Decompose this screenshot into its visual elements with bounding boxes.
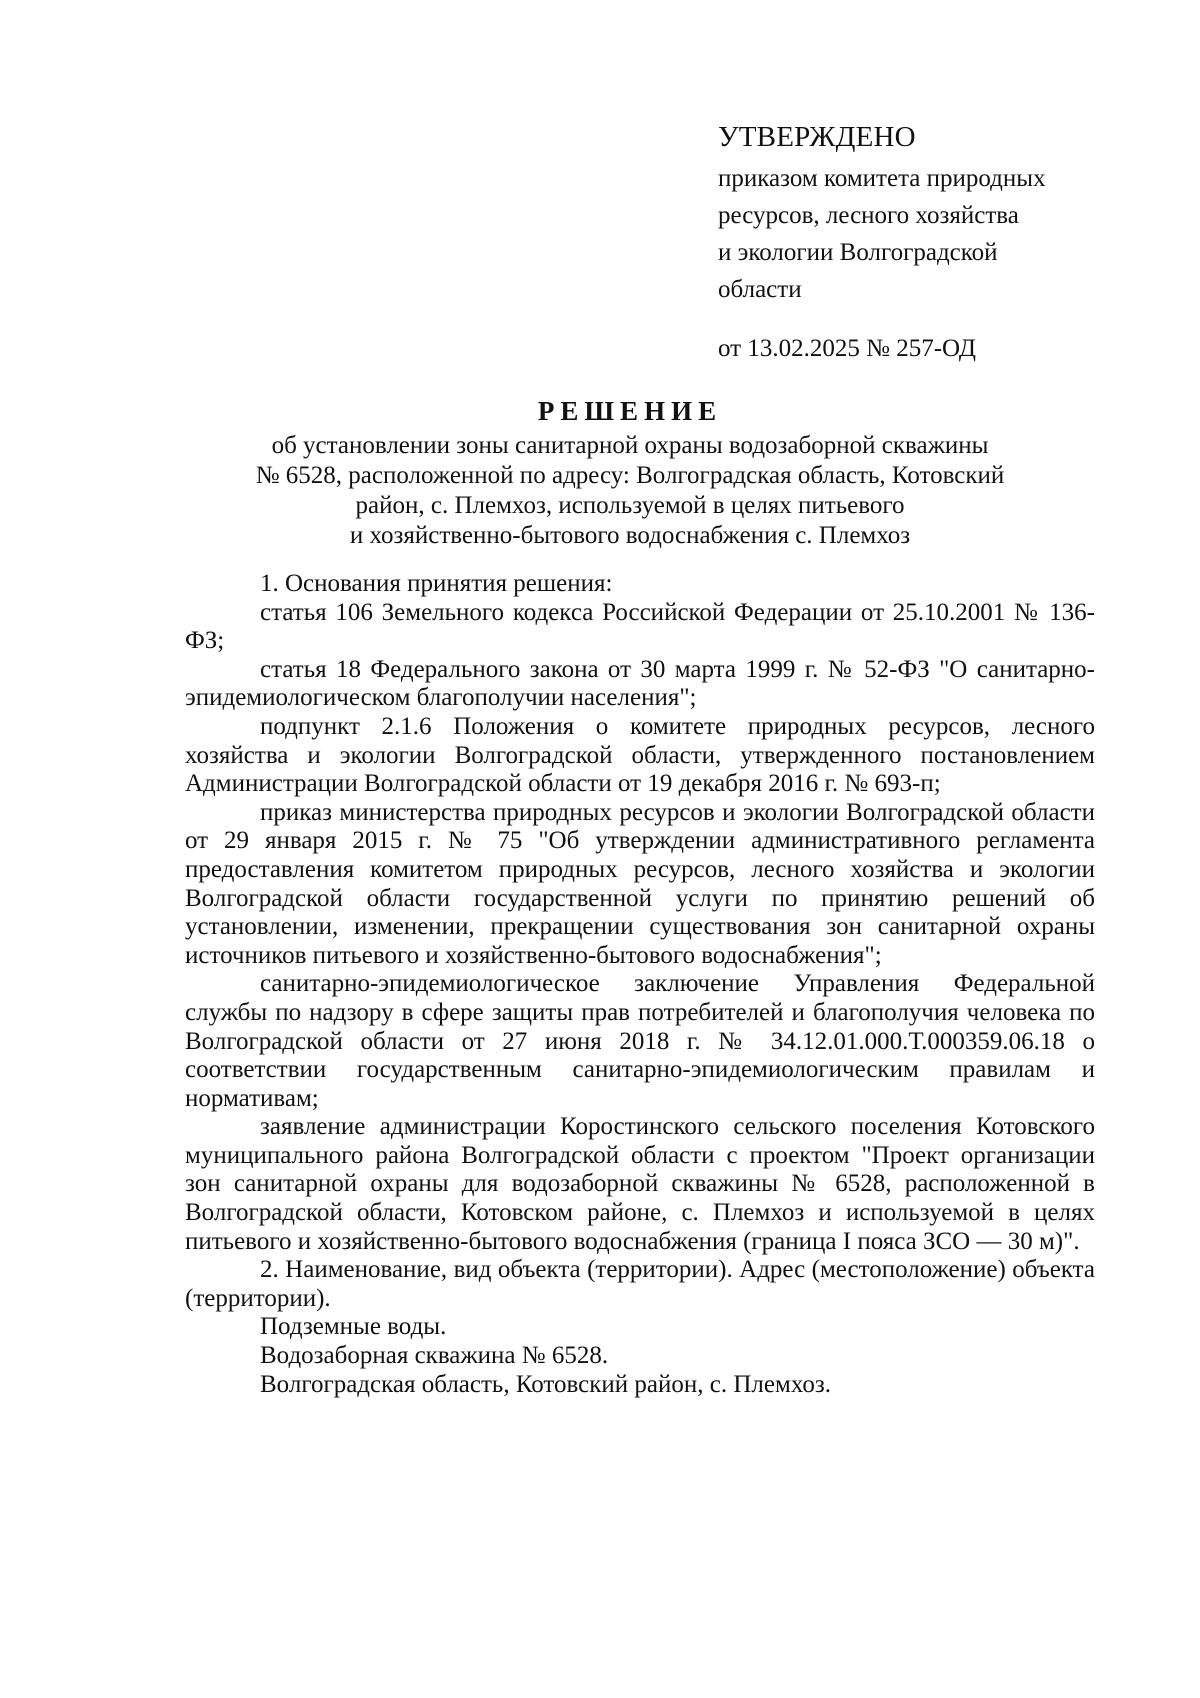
object-address: Волгоградская область, Котовский район, с. Племхоз. [260,1370,831,1398]
decision-subtitle-line: район, с. Племхоз, используемой в целях питьевого [355,492,905,519]
decision-title: РЕШЕНИЕ [537,396,723,426]
section-2-heading: 2. Наименование, вид объекта (территории). Адрес (местоположение) объекта (территории). [185,1256,1095,1312]
object-name: Водозаборная скважина № 6528. [260,1342,609,1370]
basis-ministry-order: приказ министерства природных ресурсов и экологии Волгоградской области от 29 января 2015 г. № 75 "Об утверждении административного регламента предоставления комитетом природных ресурсов, лесного хозяйства и экологии Волгоградской области государственной услуги по принятию решений об установлении, изменении, прекращении существования зон санитарной охраны источников питьевого и хозяйственно-бытового водоснабжения"; [185,798,1095,969]
object-type: Подземные воды. [260,1313,447,1341]
approval-line: приказом комитета природных [718,165,1046,192]
decision-heading [170,393,1090,551]
approval-line: области [718,276,802,303]
approval-title: УТВЕРЖДЕНО [718,121,916,153]
decision-subtitle-line: № 6528, расположенной по адресу: Волгоградская область, Котовский [255,462,1005,489]
basis-committee-regulation: подпункт 2.1.6 Положения о комитете природных ресурсов, лесного хозяйства и экологии Волгоградской области, утвержденного постановлением Администрации Волгоградской области от 19 декабря 2016 г. № 693-п; [185,712,1095,798]
decision-subtitle-line: об установлении зоны санитарной охраны водозаборной скважины [271,432,989,459]
section-1-heading: 1. Основания принятия решения: [260,570,613,597]
approval-line: ресурсов, лесного хозяйства [718,202,1019,229]
basis-land-code: статья 106 Земельного кодекса Российской Федерации от 25.10.2001 № 136-ФЗ; [185,598,1095,655]
basis-administration-application: заявление администрации Коростинского сельского поселения Котовского муниципального района Волгоградской области с проектом "Проект организации зон санитарной охраны для водозаборной скважины № 6528, расположенной в Волгоградской области, Котовском районе, с. Племхоз и используемой в целях питьевого и хозяйственно-бытового водоснабжения (граница I пояса ЗСО — 30 м)". [185,1113,1095,1255]
approval-date: от 13.02.2025 № 257-ОД [718,335,976,362]
basis-sanitary-conclusion: санитарно-эпидемиологическое заключение Управления Федеральной службы по надзору в сфере защиты прав потребителей и благополучия человека по Волгоградской области от 27 июня 2018 г. № 34.12.01.000.Т.000359.06.18 о соответствии государственным санитарно-эпидемиологическим правилам и нормативам; [185,970,1095,1112]
document-body [185,570,1095,1399]
approval-line: и экологии Волгоградской [718,239,998,266]
basis-federal-law: статья 18 Федерального закона от 30 марта 1999 г. № 52-ФЗ "О санитарно-эпидемиологическом благополучии населения"; [185,655,1095,712]
approval-block [718,118,1158,367]
decision-subtitle-line: и хозяйственно-бытового водоснабжения с. Племхоз [349,522,911,549]
